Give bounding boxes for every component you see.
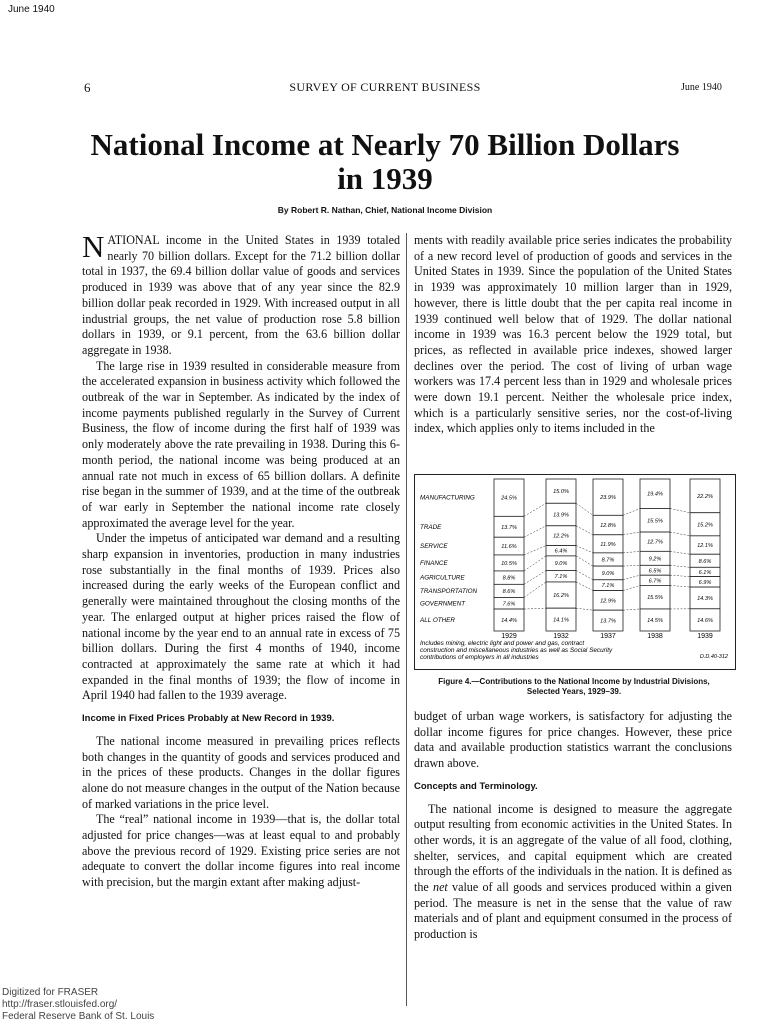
chart-bars xyxy=(494,479,720,631)
issue-date: June 1940 xyxy=(681,82,722,93)
section-heading-concepts: Concepts and Terminology. xyxy=(414,780,538,792)
category-label: ALL OTHER xyxy=(420,617,455,625)
paragraph-4: The national income measured in prevailing prices reflects both changes in the quantity of goods and services produced and in the prices of these products. Changes in the dollar figures alone do not measure changes in the output of the Nation because of marked variations in the price level. xyxy=(82,733,400,811)
category-label: MANUFACTURING xyxy=(420,494,475,502)
segment-value-label: 22.2% xyxy=(697,493,713,500)
income-contribution-chart xyxy=(414,474,736,670)
chart-note-1: Includes mining, electric light and power and gas, contract xyxy=(420,640,585,647)
dashed-connector xyxy=(576,582,593,591)
dashed-connector xyxy=(524,556,546,571)
segment-value-label: 15.2% xyxy=(697,522,713,529)
paragraph-2: The large rise in 1939 resulted in considerable measure from the accelerated expansion in business activity which followed the outbreak of the war in September. As indicated by the index of income payments published regularly in the Survey of Current Business, the flow of income during the first half of 1939 was only moderately above the rate prevailing in 1938. During this 6-month period, the national income was being produced at an annual rate not much in excess of 65 billion dollars. A definite rise began in the summer of 1939, and at the time of the outbreak of war early in September the national income rate closely approximated the average level for the year. xyxy=(82,358,400,530)
paragraph-1-text: ATIONAL income in the United States in 1939 totaled nearly 70 billion dollars. Except for the 71.2 billion dollar total in 1937, the 69.4 billion dollar value of goods and services produced in 1939 was above that of any year since the 82.9 billion dollar peak recorded in 1929. With increased output in all industrial groups, the net value of production rose 5.8 billion dollars in 1939, or 9.1 percent, from the 63.6 billion dollar aggregate in 1938. xyxy=(82,233,400,357)
dashed-connector xyxy=(670,508,690,512)
segment-value-label: 13.7% xyxy=(501,524,517,531)
segment-value-label: 10.5% xyxy=(501,560,517,567)
dashed-connector xyxy=(623,508,640,515)
segment-value-label: 7.1% xyxy=(601,583,615,590)
segment-value-label: 11.6% xyxy=(501,544,517,551)
dashed-connector xyxy=(623,609,640,610)
segment-value-label: 6.9% xyxy=(698,579,712,586)
segment-value-label: 15.0% xyxy=(553,489,569,496)
year-label: 1932 xyxy=(553,633,569,640)
segment-value-label: 24.5% xyxy=(501,495,517,502)
drop-cap: N xyxy=(82,229,105,264)
paragraph-8 xyxy=(414,802,732,943)
dashed-connector xyxy=(576,556,593,566)
paragraph-3: Under the impetus of anticipated war demand and a resulting sharp expansion in inventories, production in many industries rose substantially in the final months of 1939. Prices also increased during the early weeks of the European conflict and generally were maintained throughout the closing months of the year. The enlarged output at higher prices raised the flow of national income by the year end to an annual rate in excess of 75 billion dollars. During the first 4 months of 1940, income contracted at approximately the same rate at which it had expanded in the final months of 1939; the flow of income in April 1940 had fallen to the 1939 average. xyxy=(82,531,400,703)
segment-value-label: 9.0% xyxy=(601,570,615,577)
title-line-1: National Income at Nearly 70 Billion Dollars xyxy=(90,127,680,162)
segment-value-label: 8.6% xyxy=(502,588,516,595)
chart-id: D.D.40-312 xyxy=(699,654,728,660)
digitized-line-3: Federal Reserve Bank of St. Louis xyxy=(2,1011,155,1022)
dashed-connector xyxy=(670,585,690,587)
year-labels xyxy=(501,633,713,640)
category-label: SERVICE xyxy=(420,543,448,551)
segment-value-label: 8.6% xyxy=(698,558,712,565)
segment-value-label: 15.5% xyxy=(647,518,663,525)
dashed-connector xyxy=(623,532,640,535)
spacer xyxy=(414,772,732,779)
segment-value-label: 12.9% xyxy=(600,598,616,605)
segment-value-label: 14.1% xyxy=(553,617,569,624)
segment-value-label: 19.4% xyxy=(647,491,663,498)
digitized-line-1: Digitized for FRASER xyxy=(2,987,99,998)
segment-value-label: 7.6% xyxy=(502,601,516,608)
spacer xyxy=(82,727,400,734)
category-labels xyxy=(419,495,477,624)
segment-value-label: 6.1% xyxy=(698,569,712,576)
right-column-top xyxy=(414,233,732,437)
section-heading-fixed-prices: Income in Fixed Prices Probably at New Record in 1939. xyxy=(82,713,335,725)
segment-value-label: 14.6% xyxy=(697,617,713,624)
spacer xyxy=(82,704,400,711)
segment-value-label: 14.5% xyxy=(647,617,663,624)
year-label: 1929 xyxy=(501,633,517,640)
paragraph-8-a: The national income is designed to measure the aggregate output resulting from economic activities in the United States. In other words, it is an aggregate of the value of all food, clothing, shelter, services, and capital equipment which are created through the efforts of the individuals in the nation. It is defined as the xyxy=(414,801,732,895)
category-label: TRADE xyxy=(420,523,442,531)
dashed-connector xyxy=(524,570,546,584)
title-line-2: in 1939 xyxy=(337,161,433,196)
dashed-connector xyxy=(576,570,593,579)
paragraph-7: budget of urban wage workers, is satisfactory for adjusting the dollar income figures for price changes. However, these price data and available production statistics warrant the conclusions drawn above. xyxy=(414,709,732,771)
category-label: AGRICULTURE xyxy=(420,574,465,582)
segment-value-label: 8.8% xyxy=(502,575,516,582)
segment-value-label: 12.7% xyxy=(647,539,663,546)
dashed-connector xyxy=(524,608,546,609)
caption-line-2: Selected Years, 1929–39. xyxy=(526,687,622,696)
category-label: GOVERNMENT xyxy=(420,600,466,608)
right-column-bottom xyxy=(414,709,732,943)
dashed-connector xyxy=(670,551,690,554)
segment-value-label: 6.4% xyxy=(554,548,568,555)
dashed-connector xyxy=(576,526,593,535)
dashed-connector xyxy=(670,565,690,567)
paragraph-8-b: value of all goods and services produced within a given period. The measure is net in the sense that the value of raw materials and of plant and equipment consumed in the process of production is xyxy=(414,880,732,942)
category-label: FINANCE xyxy=(420,559,448,567)
dashed-connector xyxy=(524,526,546,537)
dashed-connector xyxy=(623,575,640,580)
segment-value-label: 8.7% xyxy=(601,557,615,564)
paragraph-6: ments with readily available price series indicates the probability of a new record level of production of goods and services in the United States in 1939. Since the population of the United States in 1939 was approximately 10 million larger than in 1929, however, there is little doubt that the per capita real income in 1939 continued well below that of 1929. The dollar national income in 1939 was 16.3 percent below the 1929 total, but prices, as reflected in available price indexes, showed larger declines over the period. The cost of living of urban wage workers was 17.4 percent less than in 1929 and wholesale prices were down 19.1 percent. Neither the wholesale price index, which is a particularly sensitive series, nor the cost-of-living index, which applies only to items included in the xyxy=(414,233,732,436)
segment-value-label: 6.7% xyxy=(648,578,662,585)
dashed-connector xyxy=(670,575,690,576)
byline: By Robert R. Nathan, Chief, National Income Division xyxy=(277,205,493,215)
dashed-connector xyxy=(623,551,640,553)
dashed-connector xyxy=(576,546,593,553)
digitized-notice xyxy=(2,987,154,1023)
segment-value-label: 6.5% xyxy=(648,568,662,575)
dashed-connector xyxy=(576,608,593,610)
segment-value-label: 11.9% xyxy=(600,541,616,548)
segment-value-label: 12.8% xyxy=(600,523,616,530)
segment-value-label: 16.2% xyxy=(553,593,569,600)
segment-value-label: 9.2% xyxy=(648,556,662,563)
caption-line-1: Figure 4.—Contributions to the National Income by Industrial Divisions, xyxy=(438,677,710,686)
spacer xyxy=(414,795,732,802)
segment-value-label: 14.4% xyxy=(501,618,517,625)
dashed-connector xyxy=(524,546,546,555)
segment-value-label: 23.9% xyxy=(600,495,616,502)
segment-value-label: 13.9% xyxy=(553,512,569,519)
dashed-connector xyxy=(670,532,690,536)
dashed-connector xyxy=(623,585,640,590)
dashed-connector xyxy=(623,565,640,566)
year-label: 1938 xyxy=(647,633,663,640)
segment-value-label: 13.7% xyxy=(600,618,616,625)
left-column xyxy=(82,229,400,891)
page-number: 6 xyxy=(84,80,91,95)
chart-note-3: contributions of employers in all industries xyxy=(420,654,539,661)
segment-value-label: 14.3% xyxy=(697,595,713,602)
year-label: 1939 xyxy=(697,633,713,640)
digitized-line-2: http://fraser.stlouisfed.org/ xyxy=(2,999,118,1010)
figure-caption xyxy=(414,677,734,697)
segment-value-label: 12.2% xyxy=(553,533,569,540)
dashed-connector xyxy=(524,582,546,598)
segment-value-label: 15.5% xyxy=(647,595,663,602)
article-title xyxy=(60,128,710,196)
segment-value-label: 12.1% xyxy=(697,543,713,550)
category-label: TRANSPORTATION xyxy=(420,587,478,595)
top-date: June 1940 xyxy=(8,4,55,15)
dashed-connector xyxy=(576,503,593,515)
segment-value-label: 9.0% xyxy=(554,561,568,568)
journal-title: SURVEY OF CURRENT BUSINESS xyxy=(289,80,481,94)
dashed-connector xyxy=(524,503,546,516)
paragraph-1 xyxy=(82,229,400,359)
paragraph-5: The “real” national income in 1939—that is, the dollar total adjusted for price changes—was at least equal to and probably above the previous record of 1929. Existing price series are not adequate to convert the dollar income figures into real income with precision, but the margin extant after making adjust- xyxy=(82,812,400,890)
emphasis-net: net xyxy=(433,880,448,895)
year-label: 1937 xyxy=(600,633,616,640)
segment-value-label: 7.1% xyxy=(554,574,568,581)
chart-note-2: construction and miscellaneous industries as well as Social Security xyxy=(420,647,613,654)
column-divider xyxy=(406,233,407,1006)
